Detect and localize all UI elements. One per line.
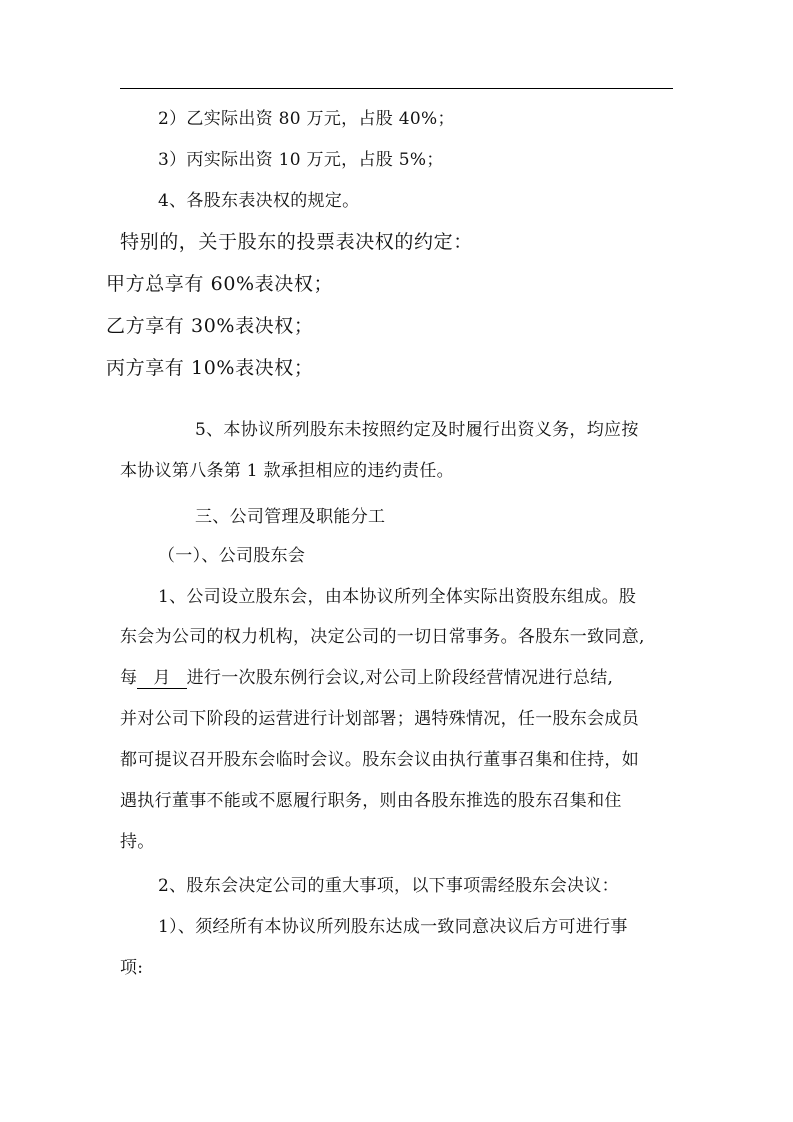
header-rule	[120, 88, 673, 89]
item-1-line-1: 1）、须经所有本协议所列股东达成一致同意决议后方可进行事	[158, 917, 628, 937]
item-1-line-2: 项:	[120, 958, 144, 978]
paragraph-1-line-4: 并对公司下阶段的运营进行计划部署；遇特殊情况，任一股东会成员	[120, 709, 639, 729]
paragraph-1-line-3	[120, 666, 613, 690]
meeting-frequency-blank: 月	[137, 668, 186, 689]
clause-4-heading: 4、各股东表决权的规定。	[158, 191, 360, 211]
paragraph-1-line-1: 1、公司设立股东会，由本协议所列全体实际出资股东组成。股	[158, 587, 637, 607]
meeting-frequency-suffix: 进行一次股东例行会议,对公司上阶段经营情况进行总结,	[186, 668, 614, 688]
paragraph-1-line-6: 遇执行董事不能或不愿履行职务，则由各股东推选的股东召集和住	[120, 791, 622, 811]
paragraph-1-line-7: 持。	[120, 832, 155, 852]
voting-rights-party-a: 甲方总享有 60%表决权；	[106, 273, 334, 295]
voting-rights-party-c: 丙方享有 10%表决权；	[106, 357, 314, 379]
clause-5-line-2: 本协议第八条第 1 款承担相应的违约责任。	[120, 461, 454, 481]
clause-5-line-1: 5、本协议所列股东未按照约定及时履行出资义务，均应按	[195, 420, 639, 440]
paragraph-1-line-2: 东会为公司的权力机构，决定公司的一切日常事务。各股东一致同意,	[120, 627, 645, 647]
subsection-1-heading: （一）、公司股东会	[158, 546, 306, 566]
paragraph-1-line-5: 都可提议召开股东会临时会议。股东会议由执行董事召集和住持，如	[120, 750, 639, 770]
clause-2-line: 2）乙实际出资 80 万元，占股 40%；	[158, 109, 455, 129]
meeting-frequency-prefix: 每	[120, 668, 138, 688]
voting-rights-intro: 特别的，关于股东的投票表决权的约定：	[120, 231, 473, 253]
paragraph-2-line: 2、股东会决定公司的重大事项，以下事项需经股东会决议：	[158, 876, 619, 896]
clause-3-line: 3）丙实际出资 10 万元，占股 5%；	[158, 150, 444, 170]
voting-rights-party-b: 乙方享有 30%表决权；	[106, 315, 314, 337]
section-3-heading: 三、公司管理及职能分工	[195, 507, 386, 527]
